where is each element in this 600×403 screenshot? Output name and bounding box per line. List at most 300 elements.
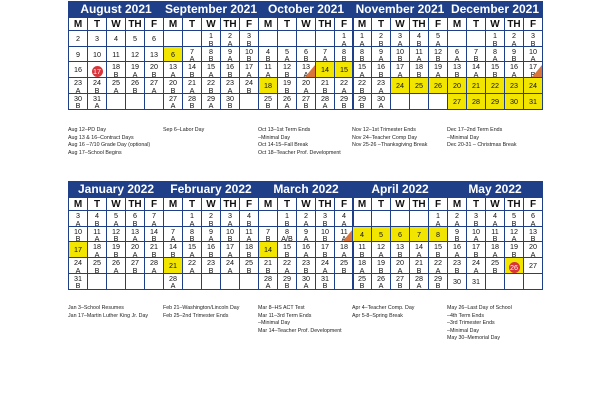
week-row	[259, 78, 353, 94]
ab-day-label: B	[265, 265, 271, 274]
weekday-header: M	[259, 18, 278, 31]
day-number: 20	[396, 258, 404, 268]
day-number: 6	[398, 229, 402, 239]
day-cell	[202, 227, 221, 243]
ab-day-label: B	[492, 265, 498, 274]
weekday-header: T	[467, 18, 486, 31]
day-number: 11	[93, 226, 101, 236]
day-number: 7	[266, 226, 270, 236]
ab-day-label: A	[227, 218, 233, 227]
month-title: March 2022	[258, 181, 354, 198]
day-cell	[278, 47, 297, 63]
day-cell	[391, 94, 410, 110]
weekday-header: W	[202, 198, 221, 211]
day-number: 11	[245, 226, 253, 236]
weekday-header: W	[297, 18, 316, 31]
day-number: 22	[491, 81, 499, 91]
day-number: 18	[340, 242, 348, 252]
ab-day-label: B	[284, 85, 290, 94]
weekday-header: W	[486, 18, 505, 31]
day-number: 26	[377, 273, 385, 283]
day-number: 7	[474, 46, 478, 56]
ab-day-label: A	[170, 101, 176, 110]
weekday-header: F	[145, 18, 163, 31]
ab-day-label: B	[189, 101, 195, 110]
day-cell	[429, 47, 447, 63]
day-cell	[410, 227, 429, 243]
day-number: 26	[112, 258, 120, 268]
day-cell	[353, 62, 372, 78]
day-cell	[202, 78, 221, 94]
day-number: 31	[321, 273, 329, 283]
month-calendar	[163, 1, 259, 110]
day-cell	[372, 94, 391, 110]
day-cell	[240, 242, 258, 258]
day-cell	[316, 47, 335, 63]
ab-day-label: B	[284, 69, 290, 79]
day-cell	[259, 227, 278, 243]
day-number	[183, 274, 201, 275]
ab-day-label: A	[435, 38, 441, 47]
ab-day-label: B	[75, 281, 81, 290]
ab-day-label: A	[75, 85, 81, 94]
day-cell	[410, 31, 429, 47]
day-number: 2	[209, 211, 213, 220]
day-cell	[448, 62, 467, 78]
day-cell	[145, 62, 163, 78]
day-cell	[278, 78, 297, 94]
day-number: 6	[455, 46, 459, 56]
weekday-header-row	[353, 18, 447, 31]
ab-day-label: A	[454, 54, 460, 63]
day-cell	[505, 211, 524, 227]
day-number: 21	[415, 258, 423, 268]
day-cell	[335, 211, 353, 227]
day-number: 6	[133, 211, 137, 220]
day-number	[353, 211, 371, 212]
day-number: 12	[377, 242, 385, 252]
day-cell	[410, 274, 429, 290]
day-number: 3	[95, 34, 99, 43]
ab-day-label: B	[303, 101, 309, 110]
day-cell	[202, 62, 221, 78]
ab-day-label: A	[265, 69, 271, 79]
day-cell	[372, 227, 391, 243]
ab-day-label: B	[75, 234, 81, 243]
ab-day-label: B	[94, 218, 100, 227]
day-cell	[391, 31, 410, 47]
ab-day-label: B	[397, 249, 403, 259]
ab-day-label: A	[416, 249, 422, 259]
day-number: 6	[304, 46, 308, 56]
day-number: 4	[95, 211, 99, 220]
day-number: 28	[150, 258, 158, 268]
note-line: Oct 13–1st Term Ends	[258, 127, 311, 133]
week-row	[259, 258, 353, 274]
weekday-header: W	[391, 198, 410, 211]
day-number: 10	[226, 226, 234, 236]
day-cell	[297, 78, 316, 94]
day-number: 2	[379, 31, 383, 40]
week-row	[69, 78, 163, 94]
day-cell	[486, 274, 505, 290]
day-cell	[297, 94, 316, 110]
day-cell	[486, 258, 505, 274]
ab-day-label: B	[454, 234, 460, 243]
ab-day-label: B	[265, 54, 271, 63]
day-number: 14	[169, 242, 177, 252]
day-cell	[391, 258, 410, 274]
day-cell	[448, 94, 467, 110]
weekday-header-row	[69, 198, 163, 211]
ab-day-label: B	[435, 249, 441, 259]
week-row	[448, 78, 542, 94]
day-number: 27	[529, 261, 537, 271]
day-cell	[524, 274, 542, 290]
day-cell	[391, 78, 410, 94]
day-cell	[126, 94, 145, 110]
day-cell	[391, 62, 410, 78]
note-line: Apr 5-8–Spring Break	[352, 312, 403, 319]
ab-day-label: B	[435, 54, 441, 63]
day-number: 15	[358, 62, 366, 72]
day-number	[410, 94, 428, 95]
day-cell	[448, 227, 467, 243]
day-cell	[335, 94, 353, 110]
month-calendar	[352, 181, 448, 290]
ab-day-label: A	[113, 85, 119, 94]
day-number: 11	[340, 226, 348, 236]
day-cell	[107, 94, 126, 110]
day-number	[221, 274, 239, 275]
day-cell	[88, 94, 107, 110]
day-number: 31	[93, 93, 101, 103]
ab-day-label: B	[246, 54, 252, 63]
day-cell	[316, 31, 335, 47]
day-cell	[221, 242, 240, 258]
day-cell	[486, 94, 505, 110]
ab-day-label: A	[170, 234, 176, 243]
ab-day-label: B	[246, 265, 252, 274]
day-number: 7	[171, 226, 175, 236]
day-cell	[335, 242, 353, 258]
day-number: 3	[531, 31, 535, 40]
day-number: 24	[226, 258, 234, 268]
day-number: 11	[264, 62, 272, 72]
ab-day-label: B	[246, 249, 252, 259]
ab-day-label: B	[132, 85, 138, 94]
ab-day-label: B	[473, 249, 479, 259]
day-cell	[126, 258, 145, 274]
day-cell	[126, 47, 145, 63]
month-title: August 2021	[68, 1, 164, 18]
ab-day-label: B	[454, 69, 460, 79]
day-number: 16	[207, 242, 215, 252]
day-cell	[69, 258, 88, 274]
ab-day-label: A	[208, 69, 214, 79]
day-cell	[297, 227, 316, 243]
day-cell	[524, 94, 542, 110]
ab-day-label: B	[208, 265, 214, 274]
ab-day-label: A	[492, 249, 498, 259]
day-cell	[126, 78, 145, 94]
note-line: Nov 12–1st Trimester Ends	[352, 127, 416, 133]
month-title: October 2021	[258, 1, 354, 18]
day-number: 10	[93, 49, 101, 59]
day-cell	[88, 62, 107, 78]
week-row	[69, 211, 163, 227]
day-number: 28	[169, 273, 177, 283]
day-cell	[410, 258, 429, 274]
month-notes	[447, 127, 559, 150]
ab-day-label: B	[246, 38, 252, 47]
day-number: 4	[493, 211, 497, 220]
weekday-header: W	[107, 198, 126, 211]
day-number	[429, 94, 447, 95]
ab-day-label: A	[189, 249, 195, 259]
day-cell	[467, 47, 486, 63]
day-cell	[183, 227, 202, 243]
weekday-header: T	[88, 198, 107, 211]
ab-day-label: A	[435, 69, 441, 79]
day-number	[505, 274, 523, 275]
day-cell	[183, 258, 202, 274]
day-number: 22	[358, 78, 366, 88]
day-number: 26	[131, 78, 139, 88]
day-cell	[202, 274, 221, 290]
day-number: 2	[455, 211, 459, 220]
week-row	[259, 47, 353, 63]
ab-day-label: B	[341, 265, 347, 274]
day-number: 10	[321, 226, 329, 236]
weekday-header: TH	[410, 198, 429, 211]
day-cell	[524, 258, 542, 274]
ab-day-label: B	[511, 218, 517, 227]
day-cell	[448, 258, 467, 274]
day-number: 13	[302, 62, 310, 72]
day-number: 12	[131, 49, 139, 59]
day-cell	[183, 274, 202, 290]
day-number: 2	[76, 34, 80, 43]
ab-day-label: B	[416, 265, 422, 274]
weekday-header-row	[259, 18, 353, 31]
ab-day-label: B	[454, 265, 460, 274]
day-number	[448, 31, 466, 32]
day-number: 1	[436, 211, 440, 220]
ab-day-label: B	[435, 281, 441, 290]
note-line: Oct 14-15–Fall Break	[258, 142, 309, 149]
day-number: 16	[74, 65, 82, 75]
day-cell	[259, 31, 278, 47]
day-number: 14	[264, 245, 272, 255]
ab-day-label: B	[303, 265, 309, 274]
day-number: 16	[377, 62, 385, 72]
day-number: 18	[264, 81, 272, 91]
day-cell	[145, 94, 163, 110]
week-row	[69, 227, 163, 243]
ab-day-label: A	[359, 69, 365, 79]
day-cell	[278, 31, 297, 47]
weekday-header-row	[448, 18, 542, 31]
day-number: 17	[245, 62, 253, 72]
day-number: 13	[529, 226, 537, 236]
day-cell	[316, 211, 335, 227]
ab-day-label: B	[189, 234, 195, 243]
day-number: 22	[188, 258, 196, 268]
ab-day-label: B	[265, 234, 271, 243]
ab-day-label: A	[284, 265, 290, 274]
week-row	[448, 31, 542, 47]
weekday-header-row	[164, 18, 258, 31]
ab-day-label: B	[473, 54, 479, 63]
weekday-header: TH	[126, 198, 145, 211]
ab-day-label: B	[359, 249, 365, 259]
ab-day-label: A	[397, 265, 403, 274]
ab-day-label: A	[94, 234, 100, 243]
day-number: 19	[112, 242, 120, 252]
ab-day-label: B	[378, 69, 384, 79]
day-number: 15	[207, 62, 215, 72]
day-cell	[126, 211, 145, 227]
note-line: Feb 25–2nd Trimester Ends	[163, 312, 229, 319]
day-number: 1	[342, 31, 346, 40]
weekday-header: M	[164, 18, 183, 31]
day-number: 13	[150, 49, 158, 59]
month-title: September 2021	[164, 2, 258, 16]
day-number: 12	[283, 62, 291, 72]
ab-day-label: A	[151, 85, 157, 94]
day-cell	[410, 242, 429, 258]
day-number: 8	[360, 46, 364, 56]
day-cell	[372, 242, 391, 258]
day-number: 17	[321, 242, 329, 252]
ab-day-label: A	[303, 85, 309, 94]
ab-day-label: B	[208, 38, 214, 47]
ab-day-label: A	[246, 234, 252, 243]
weekday-header: TH	[410, 18, 429, 31]
month-calendar	[352, 1, 448, 110]
day-cell	[410, 62, 429, 78]
week-row	[353, 31, 447, 47]
month-notes	[447, 305, 559, 343]
weekday-header-row	[448, 198, 542, 211]
day-cell	[259, 78, 278, 94]
week-row	[259, 211, 353, 227]
ab-day-label: B	[473, 218, 479, 227]
ab-day-label: B	[151, 249, 157, 259]
day-number: 14	[472, 62, 480, 72]
day-cell	[353, 242, 372, 258]
ab-day-label: A	[530, 249, 536, 259]
day-cell	[467, 274, 486, 290]
day-cell	[107, 242, 126, 258]
day-number: 19	[510, 242, 518, 252]
day-cell	[429, 242, 447, 258]
day-cell	[259, 211, 278, 227]
ab-day-label: A	[151, 265, 157, 274]
day-cell	[240, 94, 258, 110]
ab-day-label: B	[132, 265, 138, 274]
note-line: Dec 20-31 – Christmas Break	[447, 142, 517, 149]
ab-day-label: A	[416, 54, 422, 63]
day-number: 18	[93, 242, 101, 252]
ab-day-label: A	[397, 38, 403, 47]
day-cell	[297, 62, 316, 78]
weekday-header: W	[297, 198, 316, 211]
week-row	[259, 31, 353, 47]
day-number: 8	[209, 46, 213, 56]
day-cell	[145, 274, 163, 290]
week-row	[448, 242, 542, 258]
day-cell	[429, 94, 447, 110]
day-cell	[240, 274, 258, 290]
day-number: 30	[226, 93, 234, 103]
day-cell	[221, 274, 240, 290]
day-number: 2	[304, 211, 308, 220]
day-cell	[221, 258, 240, 274]
ab-day-label: B	[227, 69, 233, 79]
weekday-header: T	[183, 18, 202, 31]
day-number	[278, 31, 296, 32]
day-number: 28	[472, 96, 480, 106]
day-cell	[505, 47, 524, 63]
day-cell	[353, 274, 372, 290]
day-number: 30	[302, 273, 310, 283]
day-number: 27	[150, 78, 158, 88]
month-title: January 2022	[68, 181, 164, 198]
day-cell	[429, 274, 447, 290]
day-cell	[278, 94, 297, 110]
ab-day-label: A	[511, 38, 517, 47]
day-cell	[429, 62, 447, 78]
day-number: 23	[510, 81, 518, 91]
weekday-header: T	[88, 18, 107, 31]
week-row	[259, 94, 353, 110]
weekday-header: F	[429, 198, 447, 211]
ab-day-label: A	[511, 69, 517, 79]
day-cell	[297, 31, 316, 47]
day-cell	[107, 274, 126, 290]
day-cell	[391, 227, 410, 243]
ab-day-label: B	[227, 234, 233, 243]
day-cell	[524, 211, 542, 227]
weekday-header: M	[164, 198, 183, 211]
day-cell	[202, 258, 221, 274]
ab-day-label: A	[151, 218, 157, 227]
day-number	[88, 62, 106, 77]
weekday-header: F	[524, 198, 542, 211]
ab-day-label: B	[416, 38, 422, 47]
ab-day-label: A	[359, 265, 365, 274]
week-row	[259, 242, 353, 258]
ab-day-label: B	[416, 69, 422, 79]
week-row	[353, 227, 447, 243]
day-cell	[107, 31, 126, 47]
day-number: 21	[169, 261, 177, 271]
day-cell	[486, 211, 505, 227]
week-row	[69, 242, 163, 258]
weekday-header: M	[448, 198, 467, 211]
week-row	[164, 274, 258, 290]
ab-day-label: A	[246, 69, 252, 79]
day-cell	[221, 31, 240, 47]
day-cell	[145, 258, 163, 274]
day-cell	[372, 258, 391, 274]
day-cell	[486, 62, 505, 78]
day-number: 10	[529, 46, 537, 56]
ab-day-label: A	[189, 218, 195, 227]
day-number	[391, 211, 409, 212]
